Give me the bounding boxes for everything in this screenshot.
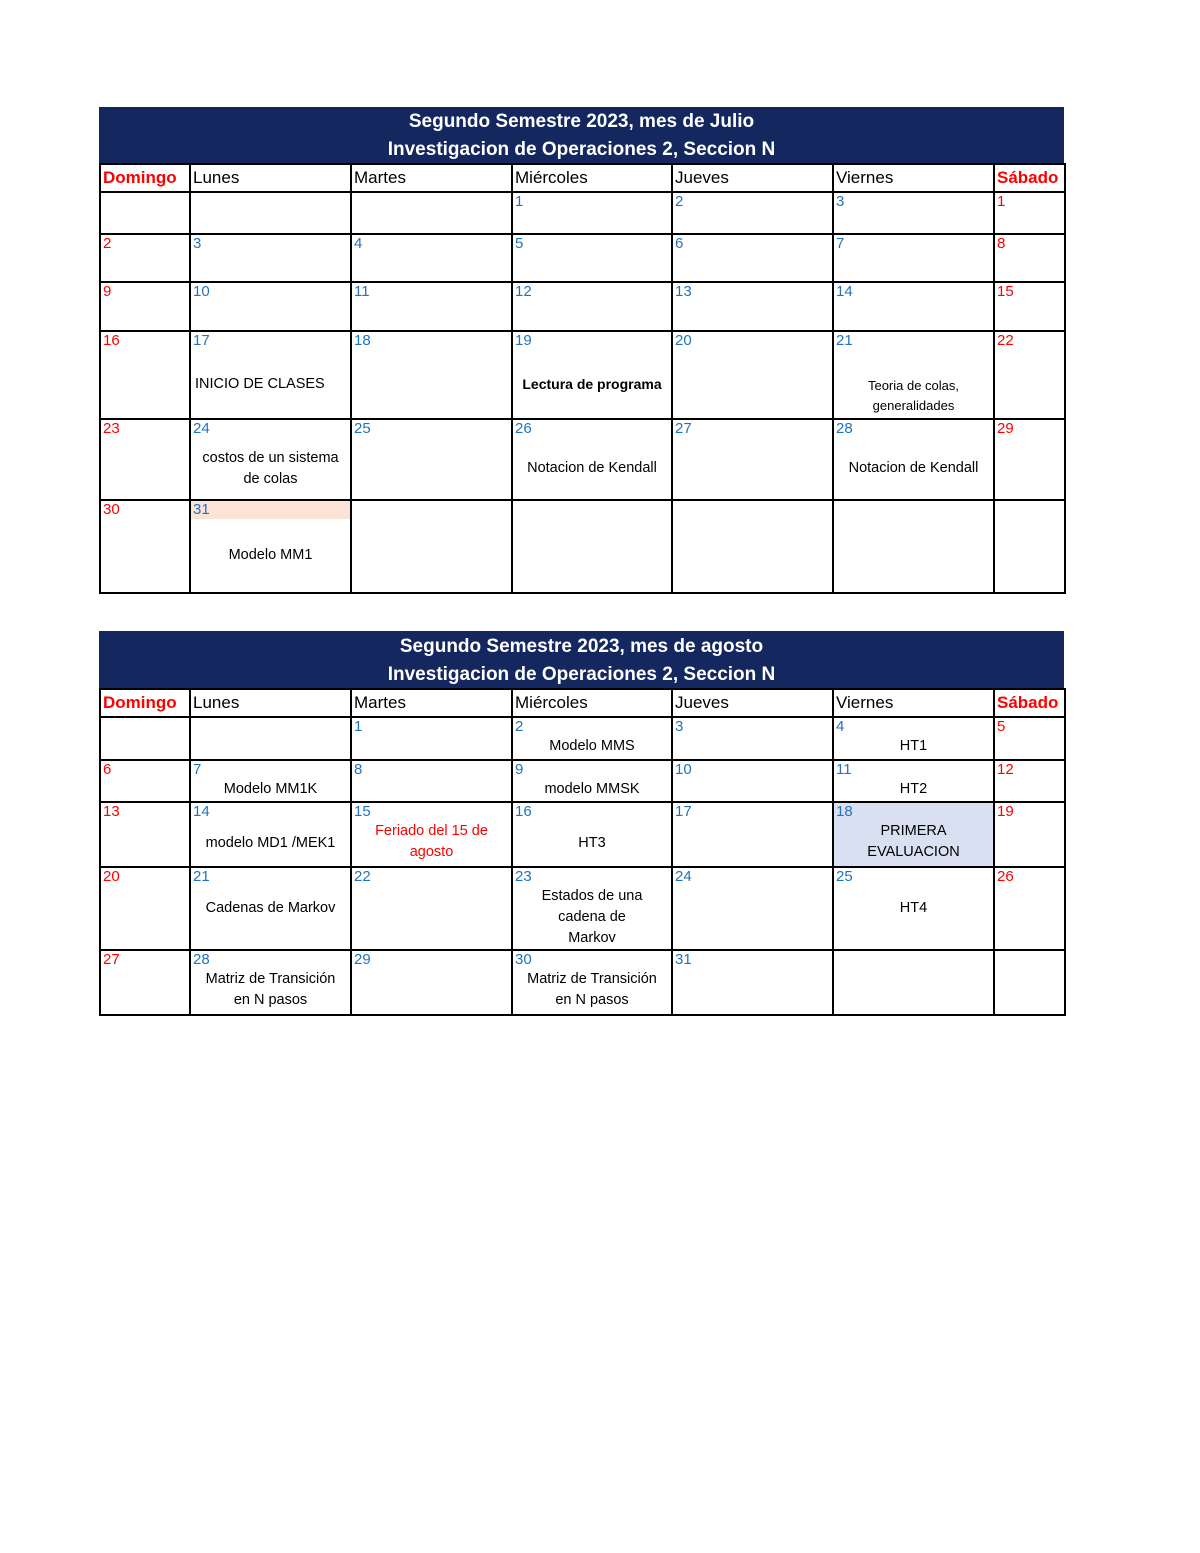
day-cell: 28 Notacion de Kendall bbox=[833, 419, 994, 500]
event-label: INICIO DE CLASES bbox=[195, 376, 325, 392]
calendar-title: Segundo Semestre 2023, mes de Julio bbox=[408, 111, 755, 132]
day-cell bbox=[100, 717, 190, 760]
day-cell: 2 bbox=[100, 234, 190, 282]
day-cell: 2 bbox=[672, 192, 833, 234]
day-cell: 31 Modelo MM1 bbox=[190, 500, 351, 593]
weekday-thursday: Jueves bbox=[672, 164, 833, 192]
day-cell: 12 bbox=[512, 282, 672, 331]
day-cell: 26 Notacion de Kendall bbox=[512, 419, 672, 500]
day-cell: 9 modelo MMSK bbox=[512, 760, 672, 802]
event-label: Modelo MMS bbox=[549, 738, 635, 754]
day-cell: 29 bbox=[351, 950, 512, 1015]
day-cell: 1 bbox=[512, 192, 672, 234]
weekday-monday: Lunes bbox=[190, 689, 351, 717]
event-label: HT1 bbox=[899, 738, 928, 754]
event-label: Matriz de Transición en N pasos bbox=[527, 971, 657, 1008]
day-cell: 20 bbox=[672, 331, 833, 419]
day-cell: 15 bbox=[994, 282, 1065, 331]
weekday-thursday: Jueves bbox=[672, 689, 833, 717]
day-cell: 9 bbox=[100, 282, 190, 331]
day-cell: 21 Teoria de colas, generalidades bbox=[833, 331, 994, 419]
event-label: Matriz de Transición en N pasos bbox=[205, 971, 336, 1008]
day-cell: 19 Lectura de programa bbox=[512, 331, 672, 419]
weekday-sunday: Domingo bbox=[100, 164, 190, 192]
day-cell: 1 bbox=[351, 717, 512, 760]
day-cell: 24 bbox=[672, 867, 833, 950]
weekday-friday: Viernes bbox=[833, 689, 994, 717]
day-cell: 31 bbox=[672, 950, 833, 1015]
week-row bbox=[100, 282, 1065, 331]
day-cell: 26 bbox=[994, 867, 1065, 950]
calendar-subtitle: Investigacion de Operaciones 2, Seccion N bbox=[387, 664, 776, 685]
week-row bbox=[100, 717, 1065, 760]
day-cell: 24 costos de un sistema de colas bbox=[190, 419, 351, 500]
day-cell bbox=[672, 500, 833, 593]
weekday-header-row bbox=[100, 164, 1065, 192]
day-cell: 11 HT2 bbox=[833, 760, 994, 802]
day-cell bbox=[512, 500, 672, 593]
calendar-subtitle: Investigacion de Operaciones 2, Seccion N bbox=[387, 139, 776, 160]
event-label: HT2 bbox=[899, 781, 928, 797]
day-cell: 6 bbox=[100, 760, 190, 802]
day-cell: 18 PRIMERA EVALUACION bbox=[833, 802, 994, 867]
event-label: PRIMERA EVALUACION bbox=[867, 823, 960, 860]
day-cell: 7 Modelo MM1K bbox=[190, 760, 351, 802]
day-cell: 16 bbox=[100, 331, 190, 419]
day-cell: 14 bbox=[833, 282, 994, 331]
day-cell: 21 Cadenas de Markov bbox=[190, 867, 351, 950]
week-row bbox=[100, 802, 1065, 867]
day-cell: 22 bbox=[351, 867, 512, 950]
day-cell: 3 bbox=[672, 717, 833, 760]
day-cell: 10 bbox=[190, 282, 351, 331]
day-cell: 28 Matriz de Transición en N pasos bbox=[190, 950, 351, 1015]
event-label: modelo MMSK bbox=[544, 781, 640, 797]
calendar-grid bbox=[99, 688, 1066, 1016]
day-cell: 7 bbox=[833, 234, 994, 282]
weekday-friday: Viernes bbox=[833, 164, 994, 192]
event-label: Modelo MM1 bbox=[228, 547, 313, 563]
day-cell bbox=[351, 500, 512, 593]
day-cell: 8 bbox=[351, 760, 512, 802]
week-row bbox=[100, 760, 1065, 802]
event-label: HT4 bbox=[899, 900, 928, 916]
day-cell: 17 INICIO DE CLASES bbox=[190, 331, 351, 419]
weekday-tuesday: Martes bbox=[351, 689, 512, 717]
day-cell: 25 bbox=[351, 419, 512, 500]
weekday-monday: Lunes bbox=[190, 164, 351, 192]
week-row bbox=[100, 192, 1065, 234]
calendar-header bbox=[99, 631, 1064, 688]
day-cell: 27 bbox=[100, 950, 190, 1015]
day-cell: 17 bbox=[672, 802, 833, 867]
day-cell: 23 Estados de una cadena de Markov bbox=[512, 867, 672, 950]
event-label: Feriado del 15 de agosto bbox=[375, 823, 488, 860]
week-row bbox=[100, 234, 1065, 282]
day-cell: 5 bbox=[994, 717, 1065, 760]
calendar-header bbox=[99, 107, 1064, 163]
day-cell: 25 HT4 bbox=[833, 867, 994, 950]
day-cell: 13 bbox=[100, 802, 190, 867]
calendar-grid bbox=[99, 163, 1066, 594]
day-cell bbox=[994, 500, 1065, 593]
day-cell: 30 Matriz de Transición en N pasos bbox=[512, 950, 672, 1015]
week-row bbox=[100, 950, 1065, 1015]
day-cell bbox=[190, 192, 351, 234]
day-cell: 4 bbox=[351, 234, 512, 282]
day-cell: 16 HT3 bbox=[512, 802, 672, 867]
week-row bbox=[100, 500, 1065, 593]
day-cell: 19 bbox=[994, 802, 1065, 867]
day-cell: 20 bbox=[100, 867, 190, 950]
day-cell: 27 bbox=[672, 419, 833, 500]
event-label: costos de un sistema de colas bbox=[202, 450, 339, 487]
day-cell bbox=[351, 192, 512, 234]
day-cell: 3 bbox=[833, 192, 994, 234]
week-row bbox=[100, 867, 1065, 950]
event-label: Modelo MM1K bbox=[223, 781, 318, 797]
weekday-wednesday: Miércoles bbox=[512, 164, 672, 192]
event-label: Teoria de colas, generalidades bbox=[867, 378, 960, 413]
event-label: Lectura de programa bbox=[522, 376, 662, 392]
day-cell: 14 modelo MD1 /MEK1 bbox=[190, 802, 351, 867]
day-cell: 12 bbox=[994, 760, 1065, 802]
day-cell: 10 bbox=[672, 760, 833, 802]
weekday-tuesday: Martes bbox=[351, 164, 512, 192]
day-cell: 18 bbox=[351, 331, 512, 419]
day-cell: 13 bbox=[672, 282, 833, 331]
day-cell bbox=[190, 717, 351, 760]
day-cell: 6 bbox=[672, 234, 833, 282]
weekday-sunday: Domingo bbox=[100, 689, 190, 717]
event-label: Cadenas de Markov bbox=[205, 900, 336, 916]
calendar-july bbox=[99, 107, 1064, 594]
calendar-title: Segundo Semestre 2023, mes de agosto bbox=[399, 636, 764, 657]
weekday-saturday: Sábado bbox=[994, 689, 1065, 717]
day-cell: 3 bbox=[190, 234, 351, 282]
day-cell: 23 bbox=[100, 419, 190, 500]
event-label: Notacion de Kendall bbox=[848, 460, 979, 476]
week-row bbox=[100, 419, 1065, 500]
event-label: Estados de una cadena de Markov bbox=[541, 888, 643, 946]
day-cell bbox=[833, 950, 994, 1015]
day-cell: 11 bbox=[351, 282, 512, 331]
day-cell: 8 bbox=[994, 234, 1065, 282]
day-cell: 1 bbox=[994, 192, 1065, 234]
weekday-saturday: Sábado bbox=[994, 164, 1065, 192]
event-label: HT3 bbox=[578, 835, 606, 851]
weekday-header-row bbox=[100, 689, 1065, 717]
week-row bbox=[100, 331, 1065, 419]
event-label: Notacion de Kendall bbox=[527, 460, 657, 476]
day-cell bbox=[994, 950, 1065, 1015]
day-cell: 2 Modelo MMS bbox=[512, 717, 672, 760]
day-cell bbox=[833, 500, 994, 593]
day-cell: 4 HT1 bbox=[833, 717, 994, 760]
calendar-august bbox=[99, 631, 1064, 1016]
day-cell: 15 Feriado del 15 de agosto bbox=[351, 802, 512, 867]
event-label: modelo MD1 /MEK1 bbox=[205, 835, 336, 851]
day-cell: 22 bbox=[994, 331, 1065, 419]
day-cell: 5 bbox=[512, 234, 672, 282]
weekday-wednesday: Miércoles bbox=[512, 689, 672, 717]
day-cell bbox=[100, 192, 190, 234]
day-cell: 29 bbox=[994, 419, 1065, 500]
day-cell: 30 bbox=[100, 500, 190, 593]
